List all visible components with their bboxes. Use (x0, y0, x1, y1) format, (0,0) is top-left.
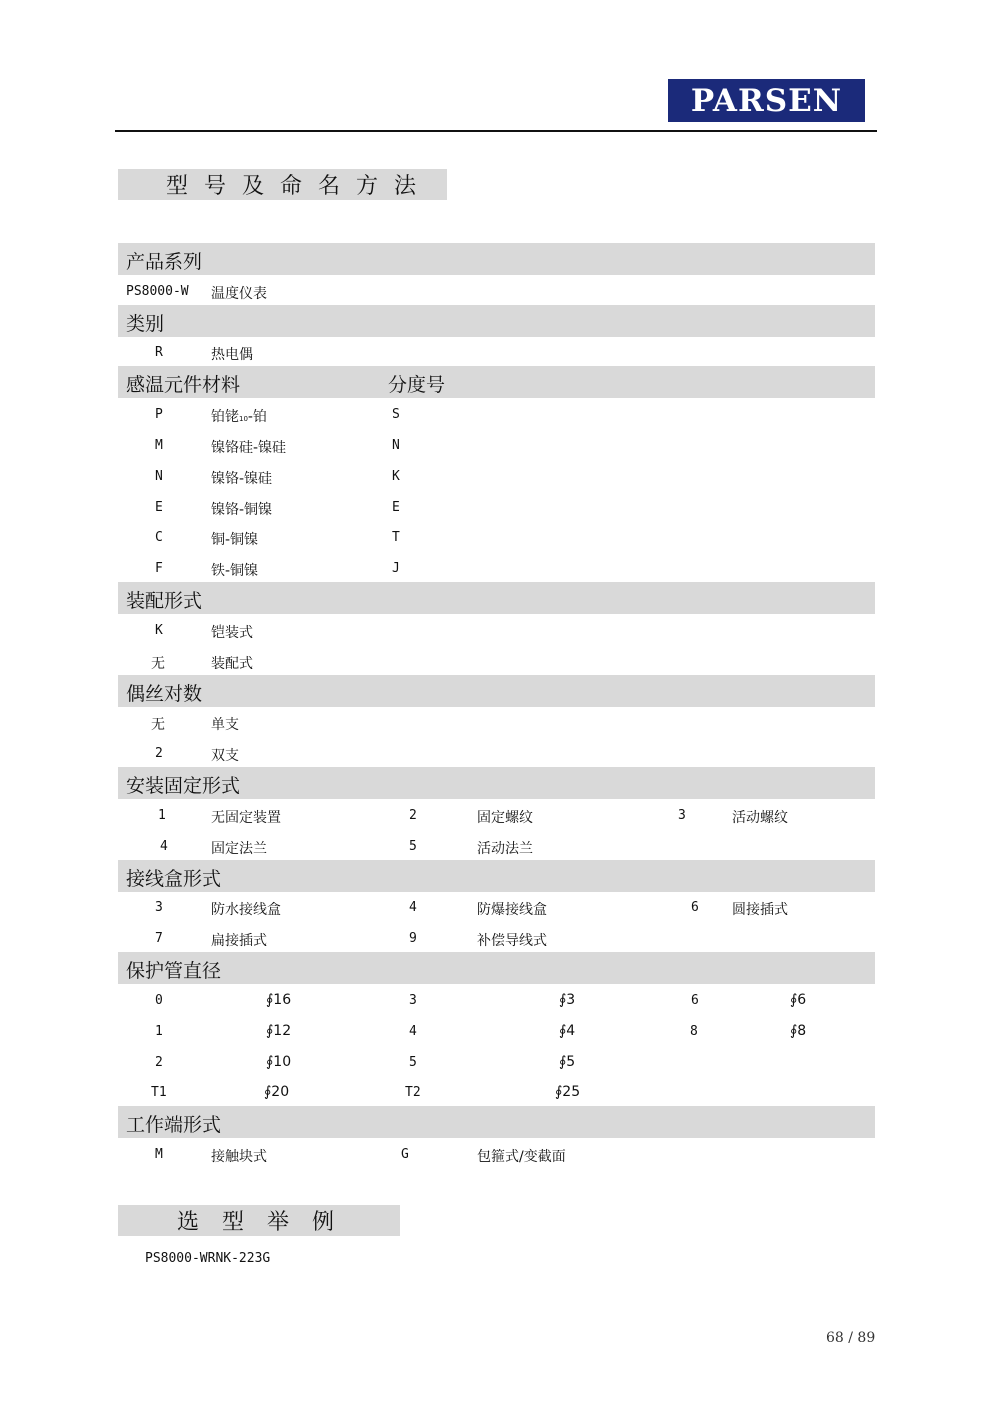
diameter-value: ∮8 (790, 1023, 807, 1039)
diameter-value: ∮20 (264, 1084, 290, 1100)
material-code: P (155, 407, 163, 422)
mounting-name: 活动螺纹 (732, 810, 788, 826)
graduation-code: N (392, 438, 400, 453)
mounting-code: 5 (409, 839, 417, 854)
example-model-code: PS8000-WRNK-223G (145, 1251, 271, 1266)
junction-name: 圆接插式 (732, 902, 788, 918)
diameter-code: T1 (151, 1085, 167, 1100)
diameter-value: ∮3 (559, 992, 576, 1008)
junction-name: 防爆接线盒 (477, 902, 547, 918)
graduation-code: S (392, 407, 400, 422)
diameter-code: 1 (155, 1024, 163, 1039)
diameter-code: 2 (155, 1055, 163, 1070)
diameter-value: ∮5 (559, 1054, 576, 1070)
graduation-code: J (392, 561, 400, 576)
mounting-name: 固定法兰 (211, 841, 267, 857)
diameter-value: ∮4 (559, 1023, 576, 1039)
diameter-value: ∮25 (555, 1084, 581, 1100)
pairs-code: 2 (155, 746, 163, 761)
diameter-code: 5 (409, 1055, 417, 1070)
page-number: 68 / 89 (826, 1330, 876, 1346)
graduation-code: K (392, 469, 400, 484)
pairs-name: 单支 (211, 717, 239, 733)
material-code: C (155, 530, 163, 545)
material-code: F (155, 561, 163, 576)
assembly-name: 装配式 (211, 656, 253, 672)
category-code: R (155, 345, 163, 360)
section-header-material: 感温元件材料 分度号 (118, 366, 875, 398)
junction-code: 7 (155, 931, 163, 946)
material-name: 镍铬-镍硅 (211, 471, 273, 487)
parsen-logo: PARSEN (668, 79, 865, 122)
section-header-assembly: 装配形式 (118, 582, 875, 614)
series-code: PS8000-W (126, 284, 189, 299)
junction-name: 防水接线盒 (211, 902, 281, 918)
assembly-code: K (155, 623, 163, 638)
material-name: 铜-铜镍 (211, 532, 259, 548)
section-header-category: 类别 (118, 305, 875, 337)
junction-code: 4 (409, 900, 417, 915)
material-name: 镍铬硅-镍硅 (211, 440, 287, 456)
work-end-name: 接触块式 (211, 1149, 267, 1165)
work-end-name: 包箍式/变截面 (477, 1149, 566, 1165)
section-title-example: 选型举例 (118, 1205, 400, 1236)
diameter-value: ∮12 (266, 1023, 292, 1039)
pairs-code: 无 (151, 717, 165, 733)
work-end-code: M (155, 1147, 163, 1162)
junction-code: 6 (691, 900, 699, 915)
material-code: N (155, 469, 163, 484)
mounting-name: 固定螺纹 (477, 810, 533, 826)
section-header-pairs: 偶丝对数 (118, 675, 875, 707)
diameter-value: ∮10 (266, 1054, 292, 1070)
graduation-code: T (392, 530, 400, 545)
section-header-series: 产品系列 (118, 243, 875, 275)
pairs-name: 双支 (211, 748, 239, 764)
junction-code: 3 (155, 900, 163, 915)
material-name: 铂铑10-铂 (211, 409, 267, 425)
diameter-code: 3 (409, 993, 417, 1008)
work-end-code: G (401, 1147, 409, 1162)
diameter-code: 6 (691, 993, 699, 1008)
mounting-code: 4 (160, 839, 168, 854)
diameter-code: 0 (155, 993, 163, 1008)
section-title-model-naming: 型号及命名方法 (118, 169, 447, 200)
section-header-work-end: 工作端形式 (118, 1106, 875, 1138)
section-header-tube-diameter: 保护管直径 (118, 952, 875, 984)
mounting-code: 3 (678, 808, 686, 823)
diameter-code: 8 (690, 1024, 698, 1039)
mounting-code: 1 (158, 808, 166, 823)
series-name: 温度仪表 (211, 286, 267, 302)
mounting-name: 无固定装置 (211, 810, 281, 826)
material-code: E (155, 500, 163, 515)
graduation-code: E (392, 500, 400, 515)
material-name: 铁-铜镍 (211, 563, 259, 579)
mounting-code: 2 (409, 808, 417, 823)
junction-code: 9 (409, 931, 417, 946)
junction-name: 扁接插式 (211, 933, 267, 949)
diameter-code: T2 (405, 1085, 421, 1100)
mounting-name: 活动法兰 (477, 841, 533, 857)
category-name: 热电偶 (211, 347, 253, 363)
diameter-value: ∮16 (266, 992, 292, 1008)
assembly-name: 铠装式 (211, 625, 253, 641)
material-code: M (155, 438, 163, 453)
assembly-code: 无 (151, 656, 165, 672)
material-name: 镍铬-铜镍 (211, 502, 273, 518)
section-header-junction-box: 接线盒形式 (118, 860, 875, 892)
diameter-code: 4 (409, 1024, 417, 1039)
junction-name: 补偿导线式 (477, 933, 547, 949)
section-header-mounting: 安装固定形式 (118, 767, 875, 799)
header-rule (115, 130, 877, 132)
diameter-value: ∮6 (790, 992, 807, 1008)
